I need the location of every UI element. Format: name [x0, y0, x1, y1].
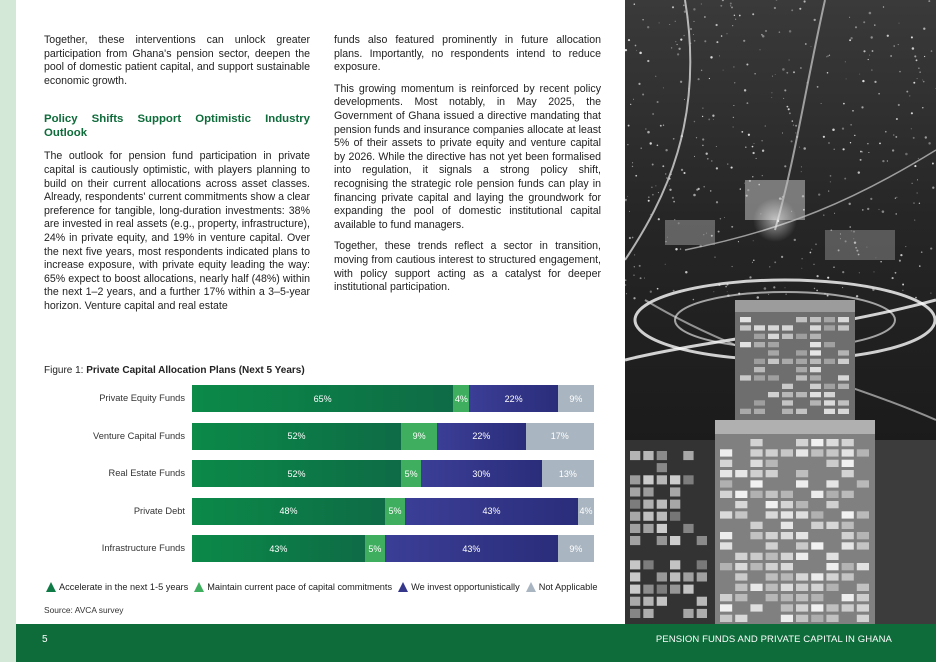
- legend-item: [398, 582, 520, 592]
- left-paragraph-2: The outlook for pension fund participation in private capital is cautiously optimistic, with players planning to build on their current allocations across asset classes. Already, respondents' current commitments show a clear preference for tangible, long-duration investments: 38% are invested in real assets (e.g., property, infrastructure), 24% in private equity, and 19% in venture capital. Over the next five years, most respondents indicated plans to increase exposure, with private equity leading the way: 65% expect to boost allocations, nearly half (48%) within the next 1–2 years, and a further 17% within a 3–5-year horizon. Venture capital and real estate: [44, 150, 310, 312]
- legend-triangle-icon: [398, 582, 408, 592]
- legend-label: Maintain current pace of capital commitments: [207, 582, 393, 592]
- figure-prefix: Figure 1:: [44, 365, 87, 376]
- bar-segment: [421, 460, 542, 487]
- data-label: 22%: [472, 431, 491, 441]
- legend-item: [194, 582, 392, 592]
- legend-triangle-icon: [194, 582, 204, 592]
- category-label: Private Debt: [133, 505, 185, 516]
- page-number: 5: [42, 634, 48, 645]
- bar-segment: [401, 460, 421, 487]
- data-label: 22%: [504, 393, 523, 404]
- footer-title: PENSION FUNDS AND PRIVATE CAPITAL IN GHANA: [655, 634, 892, 645]
- data-label: 43%: [269, 543, 288, 554]
- bar-segment: [405, 498, 578, 525]
- legend-item: [526, 582, 598, 592]
- data-label: 52%: [287, 431, 306, 441]
- bar-segment: [558, 385, 594, 412]
- legend-triangle-icon: [46, 582, 56, 592]
- section-heading: Policy Shifts Support Optimistic Industry Outlook: [44, 113, 310, 139]
- bar-segment: [578, 498, 594, 525]
- bar-row: [192, 385, 594, 412]
- data-label: 30%: [472, 468, 491, 479]
- bar-row: [192, 498, 594, 525]
- city-night-photo-illustration: [625, 0, 936, 624]
- category-label: Private Equity Funds: [99, 393, 185, 403]
- bar-row: [192, 535, 594, 562]
- bar-segment: [192, 460, 401, 487]
- bar-segment: [192, 498, 385, 525]
- category-label: Venture Capital Funds: [93, 430, 185, 441]
- bar-segment: [385, 498, 405, 525]
- data-label: 43%: [462, 543, 481, 554]
- bar-segment: [542, 460, 594, 487]
- legend-label: Accelerate in the next 1-5 years: [59, 582, 189, 592]
- bar-segment: [401, 423, 437, 450]
- data-label: 52%: [287, 468, 306, 479]
- footer-bar: [16, 624, 936, 662]
- bar-segment: [192, 385, 453, 412]
- data-label: 17%: [550, 431, 569, 441]
- data-label: 48%: [279, 506, 298, 516]
- figure-caption: [44, 365, 305, 376]
- city-night-photo: [625, 0, 936, 624]
- allocation-chart: [0, 380, 620, 580]
- data-label: 5%: [388, 506, 402, 516]
- category-label: Real Estate Funds: [108, 468, 185, 478]
- data-label: 65%: [313, 393, 332, 404]
- bar-segment: [365, 535, 385, 562]
- chart-legend: [46, 582, 597, 592]
- legend-triangle-icon: [526, 582, 536, 592]
- bar-segment: [192, 535, 365, 562]
- left-paragraph-1: Together, these interventions can unlock greater participation from Ghana's pension sector, deepen the pool of domestic patient capital, and support sustainable economic growth.: [44, 34, 310, 87]
- data-label: 5%: [404, 468, 418, 479]
- bar-segment: [437, 423, 525, 450]
- legend-label: We invest opportunistically: [411, 582, 520, 592]
- data-label: 43%: [482, 506, 501, 516]
- data-label: 4%: [454, 393, 468, 404]
- bar-row: [192, 423, 594, 450]
- right-paragraph-3: Together, these trends reflect a sector in transition, moving from cautious interest to structured engagement, with policy support acting as a catalyst for deeper institutional participation.: [334, 240, 601, 294]
- data-label: 9%: [412, 431, 426, 441]
- data-label: 5%: [368, 543, 382, 554]
- right-paragraph-2: This growing momentum is reinforced by recent policy developments. Most notably, in May 2025, the Government of Ghana issued a directive mandating that pension funds and insurance companies allocate at least 5% of their assets to private equity and venture capital by 2026. While the directive has not yet been formalised into regulation, it signals a strong policy shift, recognising the strategic role pension funds can play in financing private capital and laying the groundwork for expanding the pool of domestic institutional capital available to fund managers.: [334, 82, 601, 231]
- figure-title: Private Capital Allocation Plans (Next 5 Years): [86, 365, 305, 376]
- right-text-column: [334, 34, 601, 303]
- bar-segment: [469, 385, 557, 412]
- data-label: 9%: [569, 543, 583, 554]
- bar-segment: [526, 423, 594, 450]
- data-label: 9%: [569, 393, 583, 404]
- data-label: 4%: [579, 506, 593, 516]
- category-label: Infrastructure Funds: [101, 543, 185, 553]
- figure-source: Source: AVCA survey: [44, 605, 124, 615]
- legend-item: [46, 582, 188, 592]
- left-text-column: [44, 34, 310, 322]
- legend-label: Not Applicable: [538, 582, 598, 592]
- bar-segment: [453, 385, 469, 412]
- bar-segment: [192, 423, 401, 450]
- data-label: 13%: [558, 468, 577, 479]
- right-paragraph-1: funds also featured prominently in future allocation plans. Importantly, no respondents intend to reduce exposure.: [334, 34, 601, 74]
- bar-row: [192, 460, 594, 487]
- bar-segment: [385, 535, 558, 562]
- bar-segment: [558, 535, 594, 562]
